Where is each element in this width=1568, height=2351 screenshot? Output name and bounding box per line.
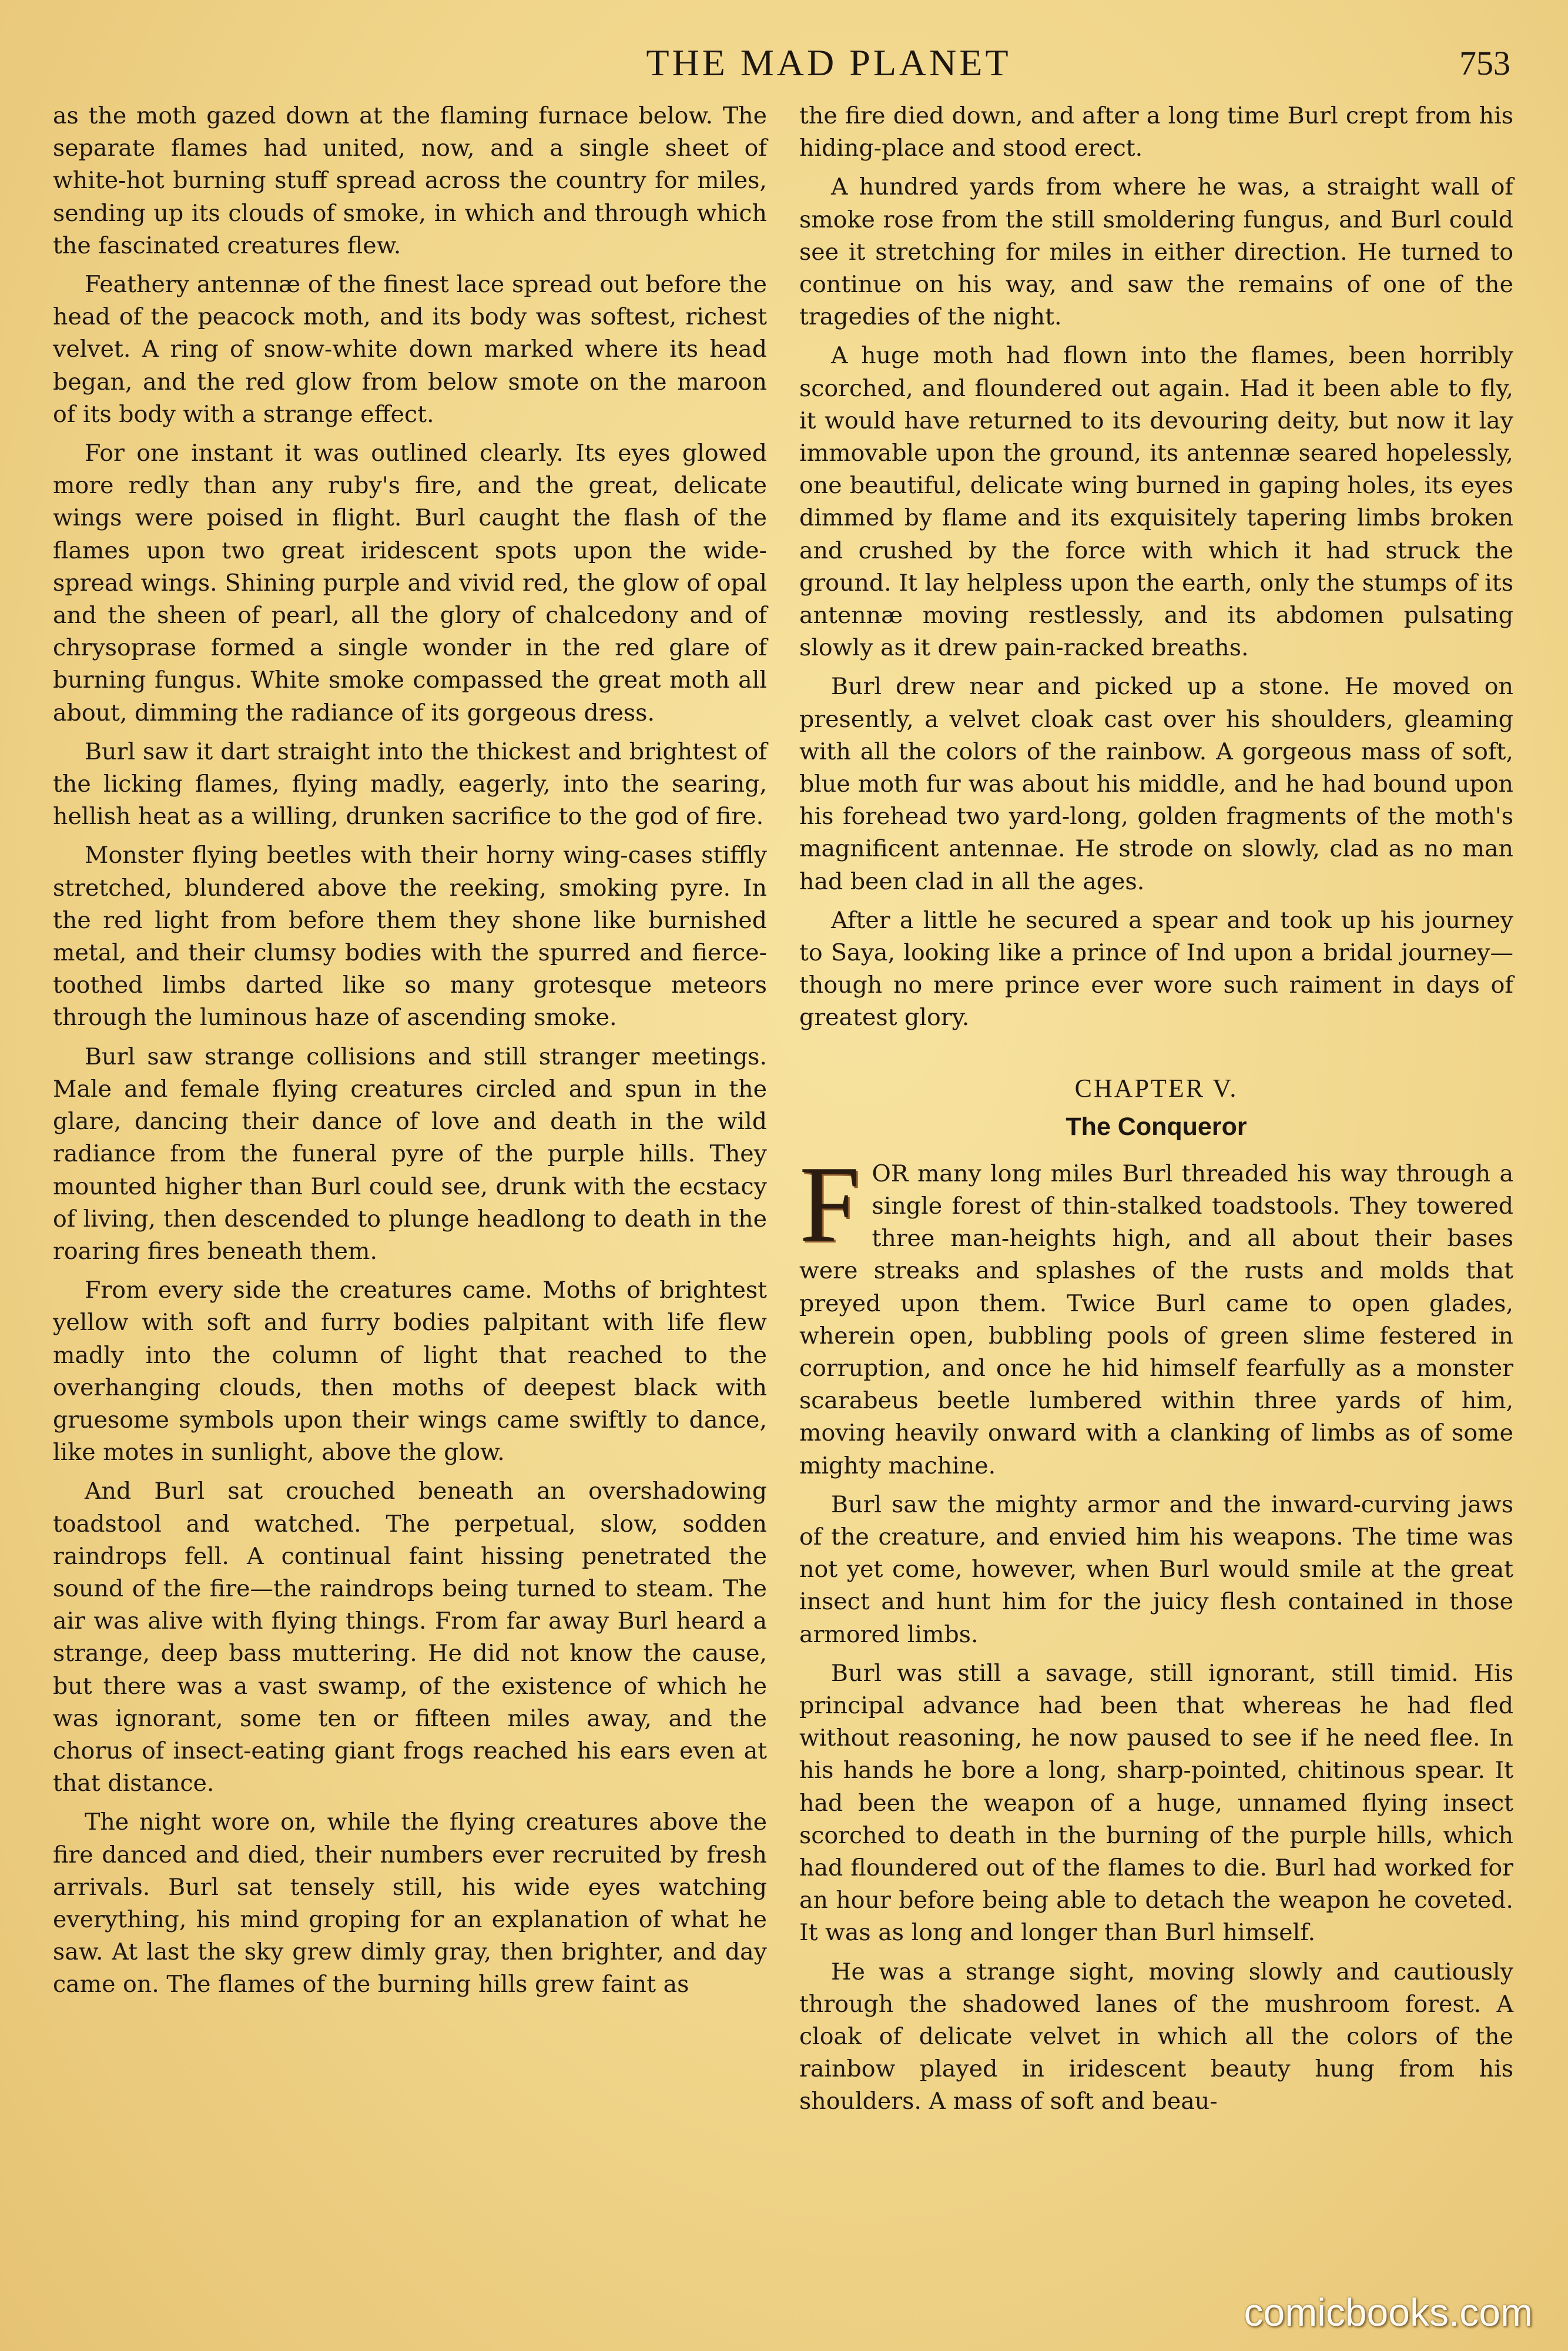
paragraph: For one instant it was outlined clearly. Its eyes glowed more redly than any ruby's fire, and the great, delicate wings were poised in flight. Burl caught the flash of the flames upon two great iridescent spots upon the wide-spread wings. Shining purple and vivid red, the glow of opal and the sheen of pearl, all the glory of chalcedony and of chrysoprase formed a single wonder in the red glare of burning fungus. White smoke compassed the great moth all about, dimming the radiance of its gorgeous dress. (53, 440, 767, 726)
paragraph: After a little he secured a spear and took up his journey to Saya, looking like a prince of Ind upon a bridal journey—though no mere prince ever wore such raiment in days of greatest glory. (799, 906, 1513, 1032)
paragraph: Burl saw the mighty armor and the inward-curving jaws of the creature, and envied him his weapons. The time was not yet come, however, when Burl would smile at the great insect and hunt him for the juicy flesh contained in those armored limbs. (799, 1491, 1513, 1648)
paragraph: Monster flying beetles with their horny wing-cases stiffly stretched, blundered above the reeking, smoking pyre. In the red light from before them they shone like burnished metal, and their clumsy bodies with the spurred and fierce-toothed limbs darted like so many grotesque meteors through the luminous haze of ascending smoke. (53, 842, 767, 1032)
opening-text: OR many long miles Burl threaded his way through a single forest of thin-stalked toadstools. They towered three man-heights high, and all about their bases were streaks and splashes of the rusts and molds that preyed upon them. Twice Burl came to open glades, wherein open, bubbling pools of green slime festered in corruption, and once he hid himself fearfully as a monster scarabeus beetle lumbered within three yards of him, moving heavily onward with a clanking of limbs as of some mighty machine. (799, 1160, 1513, 1479)
drop-cap: F (799, 1143, 860, 1265)
paragraph: He was a strange sight, moving slowly and cautiously through the shadowed lanes of the mushroom forest. A cloak of delicate velvet in which all the colors of the rainbow played in iridescent beauty hung from his shoulders. A mass of soft and beau- (799, 1958, 1513, 2115)
watermark-logo: comicbooks.com (1244, 2290, 1533, 2334)
paragraph: the fire died down, and after a long time Burl crept from his hiding-place and stood erect. (799, 102, 1513, 162)
paragraph: Burl was still a savage, still ignorant, still timid. His principal advance had been that whereas he had fled without reasoning, he now paused to see if he need flee. In his hands he bore a long, sharp-pointed, chitinous spear. It had been the weapon of a huge, unnamed flying insect scorched to death in the burning of the purple hills, which had floundered out of the flames to die. Burl had worked for an hour before being able to detach the weapon he coveted. It was as long and longer than Burl himself. (799, 1659, 1513, 1947)
paragraph: The night wore on, while the flying creatures above the fire danced and died, their numbers ever recruited by fresh arrivals. Burl sat tensely still, his wide eyes watching everything, his mind groping for an explanation of what he saw. At last the sky grew dimly gray, then brighter, and day came on. The flames of the burning hills grew faint as (53, 1809, 767, 1998)
chapter-opening-paragraph (799, 1143, 1513, 1482)
page-number: 753 (1459, 44, 1510, 82)
paragraph: Burl drew near and picked up a stone. He moved on presently, a velvet cloak cast over his shoulders, gleaming with all the colors of the rainbow. A gorgeous mass of soft, blue moth fur was about his middle, and he had bound upon his forehead two yard-long, golden fragments of the moth's magnificent antennae. He strode on slowly, clad as no man had been clad in all the ages. (799, 673, 1513, 895)
paragraph: A hundred yards from where he was, a straight wall of smoke rose from the still smoldering fungus, and Burl could see it stretching for miles in either direction. He turned to continue on his way, and saw the remains of one of the tragedies of the night. (799, 173, 1513, 331)
paragraph: And Burl sat crouched beneath an overshadowing toadstool and watched. The perpetual, slow, sodden raindrops fell. A continual faint hissing penetrated the sound of the fire—the raindrops being turned to steam. The air was alive with flying things. From far away Burl heard a strange, deep bass muttering. He did not know the cause, but there was a vast swamp, of the existence of which he was ignorant, some ten or fifteen miles away, and the chorus of insect-eating giant frogs reached his ears even at that distance. (53, 1478, 767, 1797)
chapter-heading (799, 1071, 1513, 1147)
chapter-title: The Conqueror (1066, 1112, 1247, 1141)
paragraph: Burl saw it dart straight into the thickest and brightest of the licking flames, flying madly, eagerly, into the searing, hellish heat as a willing, drunken sacrifice to the god of fire. (53, 738, 767, 830)
paragraph: as the moth gazed down at the flaming furnace below. The separate flames had united, now, and a single sheet of white-hot burning stuff spread across the country for miles, sending up its clouds of smoke, in which and through which the fascinated creatures flew. (53, 102, 767, 259)
paragraph: From every side the creatures came. Moths of brightest yellow with soft and furry bodies palpitant with life flew madly into the column of light that reached to the overhanging clouds, then moths of deepest black with gruesome symbols upon their wings came swiftly to dance, like motes in sunlight, above the glow. (53, 1277, 767, 1466)
paragraph: Burl saw strange collisions and still stranger meetings. Male and female flying creatures circled and spun in the glare, dancing their dance of love and death in the wild radiance from the funeral pyre of the purple hills. They mounted higher than Burl could see, drunk with the ecstacy of living, then descended to plunge headlong to death in the roaring fires beneath them. (53, 1043, 767, 1265)
page-header (53, 35, 1522, 100)
running-title: THE MAD PLANET (646, 42, 1011, 83)
left-column (53, 100, 767, 2008)
paragraph: A huge moth had flown into the flames, been horribly scorched, and floundered out again. Had it been able to fly, it would have returned to its devouring deity, but now it lay immovable upon the ground, its antennæ seared hopelessly, one beautiful, delicate wing burned in gaping holes, its eyes dimmed by flame and its exquisitely tapering limbs broken and crushed by the force with which it had struck the ground. It lay helpless upon the earth, only the stumps of its antennæ moving restlessly, and its abdomen pulsating slowly as it drew pain-racked breaths. (799, 342, 1513, 662)
right-column (799, 100, 1513, 2125)
paragraph: Feathery antennæ of the finest lace spread out before the head of the peacock moth, and its body was softest, richest velvet. A ring of snow-white down marked where its head began, and the red glow from below smote on the maroon of its body with a strange effect. (53, 271, 767, 428)
chapter-number: CHAPTER V. (1074, 1073, 1238, 1103)
